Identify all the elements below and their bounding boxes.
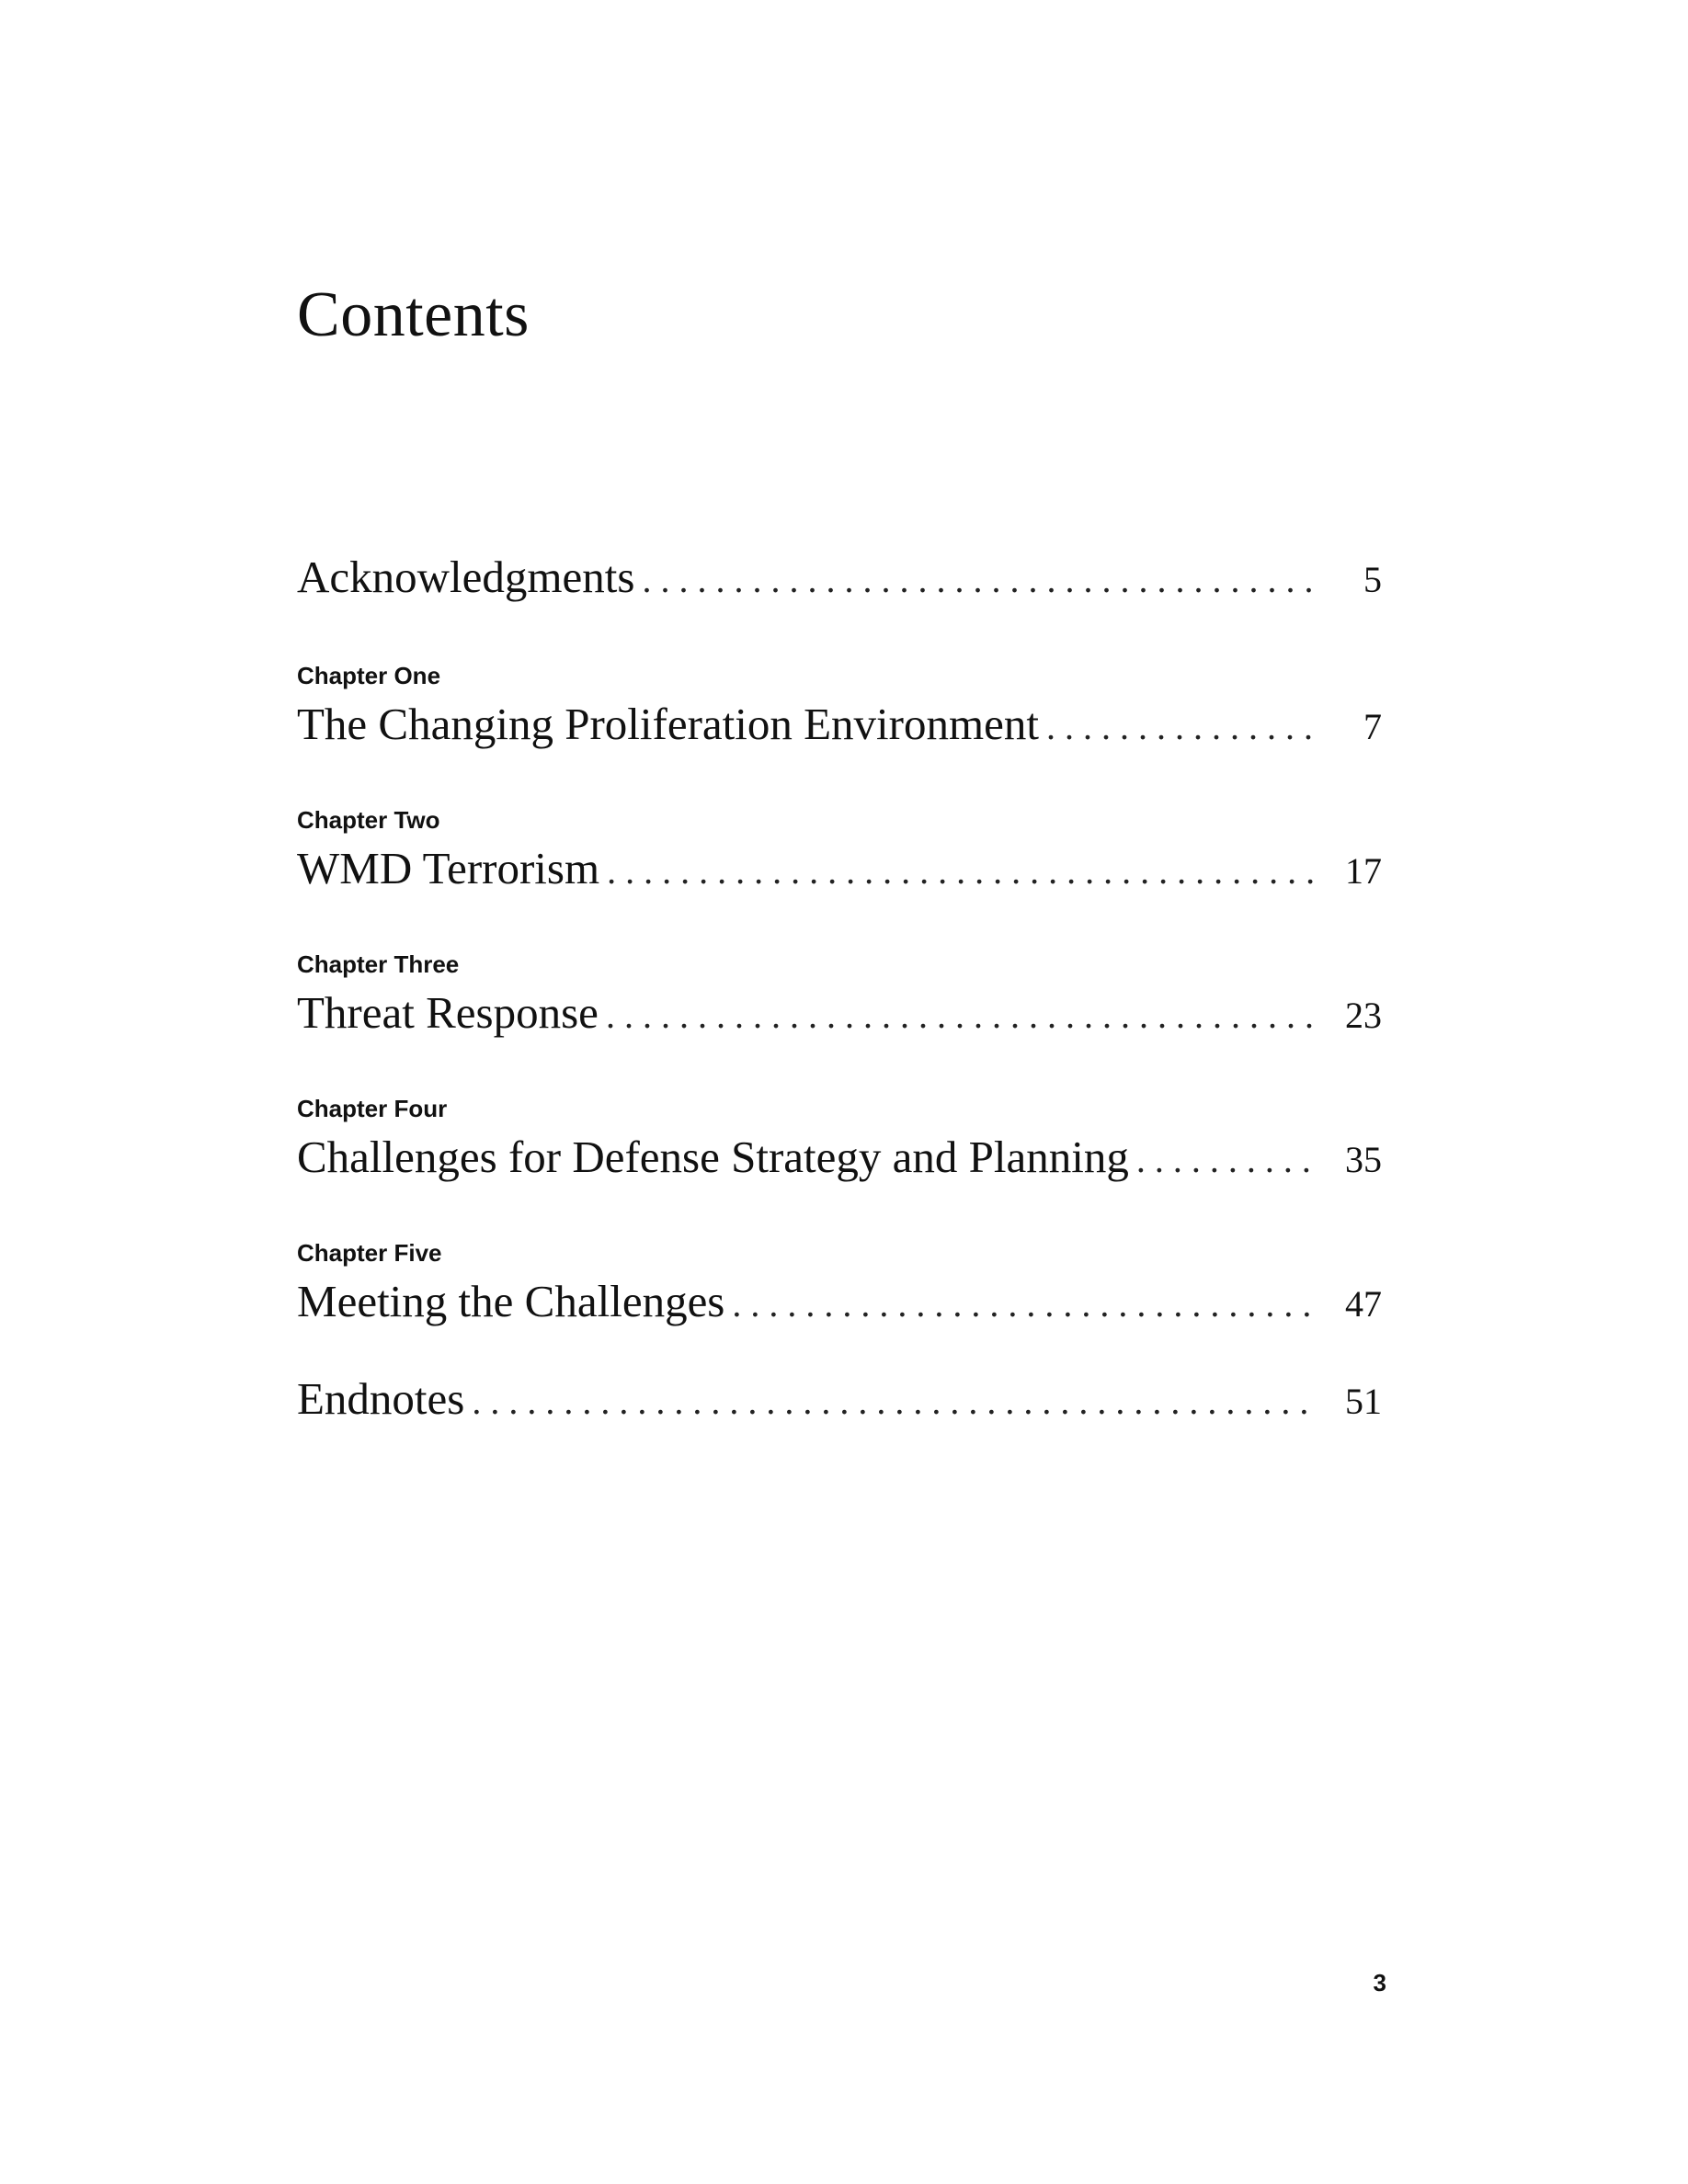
toc-entry-line <box>297 1276 1382 1327</box>
toc-page-number: 51 <box>1345 1381 1382 1422</box>
toc-entry-chapter-four[interactable] <box>297 1097 1382 1183</box>
toc-entry-chapter-two[interactable] <box>297 808 1382 894</box>
toc-page-number: 23 <box>1345 995 1382 1036</box>
page-number-folio: 3 <box>1373 1969 1386 1996</box>
toc-entry-line <box>297 1132 1382 1183</box>
page-title: Contents <box>297 279 530 350</box>
toc-entry-acknowledgments[interactable] <box>297 552 1382 603</box>
chapter-label: Chapter One <box>297 662 441 689</box>
dot-leader <box>642 559 1316 601</box>
toc-entry-title: Acknowledgments <box>297 552 635 602</box>
toc-entry-line <box>297 699 1382 750</box>
dot-leader <box>606 995 1316 1037</box>
toc-entry-chapter-five[interactable] <box>297 1241 1382 1327</box>
toc-entry-line <box>297 987 1382 1039</box>
toc-page-number: 47 <box>1345 1283 1382 1325</box>
chapter-label: Chapter Two <box>297 806 440 834</box>
toc-page-number: 7 <box>1363 706 1382 747</box>
dot-leader <box>732 1283 1316 1325</box>
toc-page-number: 5 <box>1363 559 1382 600</box>
dot-leader <box>607 850 1316 893</box>
toc-entry-title: WMD Terrorism <box>297 843 600 893</box>
toc-entry-title: Threat Response <box>297 987 599 1038</box>
toc-entry-line <box>297 843 1382 894</box>
toc-entry-title: Challenges for Defense Strategy and Planning <box>297 1132 1129 1182</box>
toc-page-number: 35 <box>1345 1139 1382 1180</box>
chapter-label: Chapter Three <box>297 950 460 978</box>
dot-leader <box>1046 706 1316 748</box>
toc-entry-chapter-three[interactable] <box>297 952 1382 1039</box>
toc-entry-title: The Changing Proliferation Environment <box>297 699 1039 749</box>
toc-entry-chapter-one[interactable] <box>297 664 1382 750</box>
toc-page-number: 17 <box>1345 850 1382 892</box>
toc-entry-line <box>297 1373 1382 1425</box>
dot-leader <box>1136 1139 1316 1181</box>
toc-entry-title: Endnotes <box>297 1373 465 1424</box>
toc-entry-line <box>297 552 1382 603</box>
dot-leader <box>472 1381 1316 1423</box>
toc-entry-title: Meeting the Challenges <box>297 1276 725 1326</box>
chapter-label: Chapter Four <box>297 1095 448 1122</box>
toc-entry-endnotes[interactable] <box>297 1373 1382 1425</box>
chapter-label: Chapter Five <box>297 1239 442 1267</box>
